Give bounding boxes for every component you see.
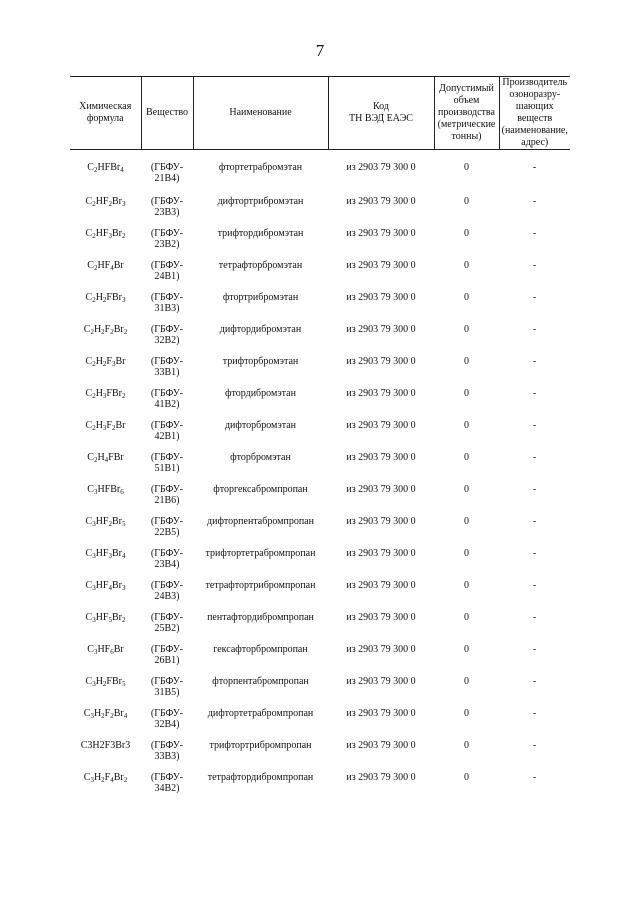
formula-part: Br xyxy=(111,515,122,527)
table-row xyxy=(70,150,570,188)
table-row xyxy=(70,476,570,508)
table-row xyxy=(70,412,570,444)
formula-part: C xyxy=(85,387,93,399)
formula-part: Br xyxy=(111,195,122,207)
producer-cell: - xyxy=(532,579,537,591)
formula-part: C xyxy=(83,771,91,783)
code-cell: из 2903 79 300 0 xyxy=(346,611,416,623)
formula-part: H xyxy=(95,675,103,687)
formula-subscript: 2 xyxy=(92,295,96,304)
code-cell: из 2903 79 300 0 xyxy=(346,259,416,271)
formula-cell xyxy=(70,604,141,636)
formula-subscript: 4 xyxy=(108,583,112,592)
formula-cell xyxy=(70,188,141,220)
name-cell: дифтортетрабромпропан xyxy=(207,707,314,719)
code-cell: из 2903 79 300 0 xyxy=(346,483,416,495)
formula-part: HF xyxy=(95,611,109,623)
formula-subscript: 2 xyxy=(93,166,98,174)
formula-part: C xyxy=(83,707,91,719)
code-cell: из 2903 79 300 0 xyxy=(346,675,416,687)
producer-cell: - xyxy=(532,387,537,399)
table-row xyxy=(70,348,570,380)
formula-subscript: 3 xyxy=(90,711,94,720)
substance-cell: (ГБФУ- 21В4) xyxy=(150,162,184,184)
table-row xyxy=(70,572,570,604)
formula-cell xyxy=(70,540,141,572)
volume-cell: 0 xyxy=(464,675,469,687)
name-cell: трифтортетрабромпропан xyxy=(205,547,316,559)
formula-subscript: 2 xyxy=(110,327,114,336)
volume-cell: 0 xyxy=(464,515,469,527)
formula-part: C xyxy=(85,227,93,239)
formula-subscript: 2 xyxy=(101,327,105,336)
name-cell: фтортрибромэтан xyxy=(222,291,299,303)
formula-subscript: 2 xyxy=(102,679,107,688)
volume-cell: 0 xyxy=(464,771,469,783)
formula-subscript: 2 xyxy=(121,231,126,240)
table-row xyxy=(70,700,570,732)
formula-part: Br xyxy=(113,707,124,719)
substances-table xyxy=(70,76,570,796)
formula-part: C3H2F3Br3 xyxy=(80,739,131,751)
producer-cell: - xyxy=(532,227,537,239)
formula-cell xyxy=(70,444,141,476)
producer-cell: - xyxy=(532,355,537,367)
volume-cell: 0 xyxy=(464,291,469,303)
formula-subscript: 3 xyxy=(93,647,98,656)
table-row xyxy=(70,284,570,316)
formula-part: Br xyxy=(113,643,124,655)
formula-part: F xyxy=(104,707,111,719)
name-cell: трифторбромэтан xyxy=(222,355,299,367)
table-row xyxy=(70,668,570,700)
name-cell: тетрафторбромэтан xyxy=(218,259,303,271)
producer-cell: - xyxy=(532,259,537,271)
formula-part: C xyxy=(85,579,93,591)
code-cell: из 2903 79 300 0 xyxy=(346,515,416,527)
substance-cell: (ГБФУ- 26В1) xyxy=(150,643,184,666)
formula-cell xyxy=(70,572,141,604)
name-cell: пентафтордибромпропан xyxy=(207,611,314,623)
substance-cell: (ГБФУ- 42В1) xyxy=(150,419,184,442)
code-cell: из 2903 79 300 0 xyxy=(346,771,416,783)
formula-subscript: 2 xyxy=(108,199,112,208)
formula-part: C xyxy=(87,451,94,463)
code-cell: из 2903 79 300 0 xyxy=(346,739,416,751)
table-row xyxy=(70,604,570,636)
formula-subscript: 4 xyxy=(110,263,114,272)
formula-part: FBr xyxy=(106,675,122,687)
table-row xyxy=(70,508,570,540)
name-cell: фторбромэтан xyxy=(230,451,291,463)
formula-part: C xyxy=(85,515,93,527)
volume-cell: 0 xyxy=(464,227,469,239)
substance-cell: (ГБФУ- 24В1) xyxy=(150,259,184,282)
formula-cell xyxy=(70,412,141,444)
volume-cell: 0 xyxy=(464,259,469,271)
formula-part: HF xyxy=(95,227,109,239)
formula-part: C xyxy=(87,643,94,655)
formula-part: FBr xyxy=(108,451,124,463)
volume-cell: 0 xyxy=(464,355,469,367)
formula-subscript: 3 xyxy=(90,775,94,784)
formula-part: HF xyxy=(95,547,109,559)
formula-subscript: 2 xyxy=(102,359,107,368)
formula-cell xyxy=(70,284,141,316)
formula-part: C xyxy=(85,611,93,623)
producer-cell: - xyxy=(532,291,537,303)
formula-subscript: 6 xyxy=(110,647,114,656)
formula-part: Br xyxy=(113,259,124,271)
formula-part: HF xyxy=(97,643,111,655)
formula-part: Br xyxy=(111,227,122,239)
formula-part: Br xyxy=(111,611,122,623)
volume-cell: 0 xyxy=(464,739,469,751)
code-cell: из 2903 79 300 0 xyxy=(346,323,416,335)
header-formula: Химическая формула xyxy=(70,77,141,150)
formula-cell xyxy=(70,508,141,540)
header-row xyxy=(70,77,570,150)
formula-subscript: 2 xyxy=(92,231,96,240)
formula-subscript: 3 xyxy=(92,583,96,592)
formula-cell xyxy=(70,476,141,508)
formula-subscript: 5 xyxy=(108,615,112,624)
header-substance: Вещество xyxy=(141,77,193,150)
formula-subscript: 3 xyxy=(111,359,116,368)
page-number: 7 xyxy=(315,41,325,60)
name-cell: тетрафтордибромпропан xyxy=(207,771,314,783)
producer-cell: - xyxy=(532,451,537,463)
formula-part: HF xyxy=(97,259,111,271)
formula-subscript: 3 xyxy=(102,391,107,400)
code-cell: из 2903 79 300 0 xyxy=(346,419,416,431)
formula-part: C xyxy=(85,419,93,431)
formula-subscript: 3 xyxy=(93,487,98,496)
table-row xyxy=(70,540,570,572)
formula-part: HFBr xyxy=(97,162,121,173)
code-cell: из 2903 79 300 0 xyxy=(346,387,416,399)
formula-part: Br xyxy=(111,547,122,559)
formula-part: F xyxy=(104,323,111,335)
formula-part: H xyxy=(95,291,103,303)
producer-cell: - xyxy=(532,162,537,173)
formula-part: C xyxy=(85,355,93,367)
formula-part: Br xyxy=(113,323,124,335)
formula-subscript: 2 xyxy=(92,423,96,432)
name-cell: фтордибромэтан xyxy=(225,387,296,399)
table-body xyxy=(70,150,570,796)
code-cell: из 2903 79 300 0 xyxy=(346,451,416,463)
code-cell: из 2903 79 300 0 xyxy=(346,579,416,591)
formula-subscript: 3 xyxy=(121,199,126,208)
formula-part: F xyxy=(106,355,112,367)
table-row xyxy=(70,636,570,668)
substance-cell: (ГБФУ- 34В2) xyxy=(150,771,184,794)
formula-subscript: 3 xyxy=(92,551,96,560)
header-code: Код ТН ВЭД ЕАЭС xyxy=(328,77,434,150)
producer-cell: - xyxy=(532,643,537,655)
producer-cell: - xyxy=(532,707,537,719)
formula-part: HF xyxy=(95,515,109,527)
formula-part: C xyxy=(87,483,94,495)
substance-cell: (ГБФУ- 33В3) xyxy=(150,739,184,762)
formula-subscript: 2 xyxy=(121,615,126,624)
formula-part: HF xyxy=(95,195,109,207)
formula-subscript: 5 xyxy=(121,519,126,528)
formula-subscript: 3 xyxy=(92,679,96,688)
name-cell: дифтордибромэтан xyxy=(219,323,302,335)
formula-subscript: 2 xyxy=(102,295,107,304)
formula-part: C xyxy=(83,323,91,335)
formula-part: H xyxy=(95,419,103,431)
formula-part: FBr xyxy=(106,387,122,399)
header-volume: Допустимый объем производства (метрические тонны) xyxy=(434,77,499,150)
volume-cell: 0 xyxy=(464,162,469,173)
formula-subscript: 2 xyxy=(93,455,98,464)
formula-part: HFBr xyxy=(97,483,121,495)
table-header xyxy=(70,77,570,150)
formula-subscript: 2 xyxy=(110,711,114,720)
substance-cell: (ГБФУ- 21В6) xyxy=(150,483,184,506)
name-cell: трифтордибромэтан xyxy=(217,227,304,239)
name-cell: дифторбромэтан xyxy=(224,419,297,431)
code-cell: из 2903 79 300 0 xyxy=(346,707,416,719)
volume-cell: 0 xyxy=(464,387,469,399)
formula-part: H xyxy=(95,355,103,367)
formula-part: H xyxy=(93,707,102,719)
formula-subscript: 2 xyxy=(111,423,116,432)
producer-cell: - xyxy=(532,675,537,687)
substance-cell: (ГБФУ- 23В3) xyxy=(150,195,184,218)
formula-cell xyxy=(70,668,141,700)
substance-cell: (ГБФУ- 25В2) xyxy=(150,611,184,634)
substance-cell: (ГБФУ- 24В3) xyxy=(150,579,184,602)
producer-cell: - xyxy=(532,739,537,751)
producer-cell: - xyxy=(532,483,537,495)
formula-subscript: 4 xyxy=(120,166,124,174)
formula-part: C xyxy=(87,259,94,271)
formula-subscript: 2 xyxy=(92,199,96,208)
formula-subscript: 2 xyxy=(123,775,128,784)
formula-subscript: 3 xyxy=(92,615,96,624)
substance-cell: (ГБФУ- 22В5) xyxy=(150,515,184,538)
header-name: Наименование xyxy=(193,77,328,150)
formula-part: Br xyxy=(115,419,126,431)
name-cell: фтортетрабромэтан xyxy=(218,162,303,173)
formula-part: F xyxy=(106,419,112,431)
formula-part: FBr xyxy=(106,291,122,303)
formula-part: Br xyxy=(115,355,126,367)
formula-subscript: 3 xyxy=(108,551,112,560)
volume-cell: 0 xyxy=(464,419,469,431)
volume-cell: 0 xyxy=(464,643,469,655)
formula-subscript: 2 xyxy=(101,711,105,720)
name-cell: гексафторбромпропан xyxy=(213,643,308,655)
formula-subscript: 4 xyxy=(110,775,114,784)
volume-cell: 0 xyxy=(464,483,469,495)
producer-cell: - xyxy=(532,323,537,335)
producer-cell: - xyxy=(532,195,537,207)
formula-subscript: 2 xyxy=(93,263,98,272)
table-row xyxy=(70,732,570,764)
formula-part: H xyxy=(97,451,105,463)
name-cell: фторпентабромпропан xyxy=(212,675,309,687)
formula-subscript: 2 xyxy=(92,391,96,400)
substance-cell: (ГБФУ- 23В2) xyxy=(150,227,184,250)
code-cell: из 2903 79 300 0 xyxy=(346,162,416,173)
formula-subscript: 2 xyxy=(108,519,112,528)
formula-subscript: 2 xyxy=(92,359,96,368)
formula-subscript: 2 xyxy=(121,391,126,400)
volume-cell: 0 xyxy=(464,611,469,623)
formula-part: HF xyxy=(95,579,109,591)
table-row xyxy=(70,220,570,252)
formula-cell xyxy=(70,316,141,348)
producer-cell: - xyxy=(532,515,537,527)
formula-subscript: 3 xyxy=(92,519,96,528)
substance-cell: (ГБФУ- 32В4) xyxy=(150,707,184,730)
formula-subscript: 3 xyxy=(108,231,112,240)
substance-cell: (ГБФУ- 23В4) xyxy=(150,547,184,570)
formula-subscript: 4 xyxy=(104,455,109,464)
table-row xyxy=(70,444,570,476)
substance-cell: (ГБФУ- 32В2) xyxy=(150,323,184,346)
volume-cell: 0 xyxy=(464,707,469,719)
formula-cell xyxy=(70,252,141,284)
code-cell: из 2903 79 300 0 xyxy=(346,547,416,559)
name-cell: трифтортрибромпропан xyxy=(209,739,312,751)
formula-cell xyxy=(70,732,141,764)
formula-subscript: 3 xyxy=(121,295,126,304)
producer-cell: - xyxy=(532,611,537,623)
code-cell: из 2903 79 300 0 xyxy=(346,355,416,367)
formula-cell xyxy=(70,764,141,796)
table-row xyxy=(70,252,570,284)
substance-cell: (ГБФУ- 31В5) xyxy=(150,675,184,698)
formula-cell xyxy=(70,348,141,380)
formula-subscript: 3 xyxy=(102,423,107,432)
substance-cell: (ГБФУ- 41В2) xyxy=(150,387,184,410)
name-cell: фторгексабромпропан xyxy=(213,483,308,495)
formula-part: C xyxy=(85,195,93,207)
formula-cell xyxy=(70,220,141,252)
volume-cell: 0 xyxy=(464,195,469,207)
table-row xyxy=(70,316,570,348)
substance-cell: (ГБФУ- 33В1) xyxy=(150,355,184,378)
formula-part: H xyxy=(93,323,102,335)
code-cell: из 2903 79 300 0 xyxy=(346,643,416,655)
producer-cell: - xyxy=(532,547,537,559)
producer-cell: - xyxy=(532,771,537,783)
code-cell: из 2903 79 300 0 xyxy=(346,227,416,239)
volume-cell: 0 xyxy=(464,451,469,463)
formula-cell xyxy=(70,700,141,732)
formula-subscript: 2 xyxy=(123,327,128,336)
formula-subscript: 2 xyxy=(101,775,105,784)
volume-cell: 0 xyxy=(464,323,469,335)
volume-cell: 0 xyxy=(464,547,469,559)
table-row xyxy=(70,188,570,220)
formula-part: F xyxy=(104,771,111,783)
name-cell: тетрафтортрибромпропан xyxy=(205,579,316,591)
header-producer: Производитель озоноразру- шающих веществ (наименование, адрес) xyxy=(499,77,570,150)
volume-cell: 0 xyxy=(464,579,469,591)
formula-subscript: 5 xyxy=(121,679,126,688)
table-row xyxy=(70,380,570,412)
formula-part: H xyxy=(95,387,103,399)
formula-cell xyxy=(70,380,141,412)
producer-cell: - xyxy=(532,419,537,431)
formula-part: Br xyxy=(113,771,124,783)
formula-part: Br xyxy=(111,579,122,591)
code-cell: из 2903 79 300 0 xyxy=(346,195,416,207)
formula-subscript: 6 xyxy=(120,487,124,496)
formula-part: C xyxy=(85,291,93,303)
formula-part: C xyxy=(85,675,93,687)
name-cell: дифторпентабромпропан xyxy=(207,515,314,527)
formula-subscript: 2 xyxy=(90,327,94,336)
formula-subscript: 3 xyxy=(121,583,126,592)
table-row xyxy=(70,764,570,796)
formula-cell xyxy=(70,636,141,668)
formula-cell xyxy=(70,150,141,188)
formula-subscript: 4 xyxy=(121,551,126,560)
substance-cell: (ГБФУ- 31В3) xyxy=(150,291,184,314)
formula-part: C xyxy=(87,162,94,173)
substance-cell: (ГБФУ- 51В1) xyxy=(150,451,184,474)
formula-subscript: 4 xyxy=(123,711,128,720)
code-cell: из 2903 79 300 0 xyxy=(346,291,416,303)
name-cell: дифтортрибромэтан xyxy=(217,195,304,207)
formula-part: H xyxy=(93,771,102,783)
formula-part: C xyxy=(85,547,93,559)
